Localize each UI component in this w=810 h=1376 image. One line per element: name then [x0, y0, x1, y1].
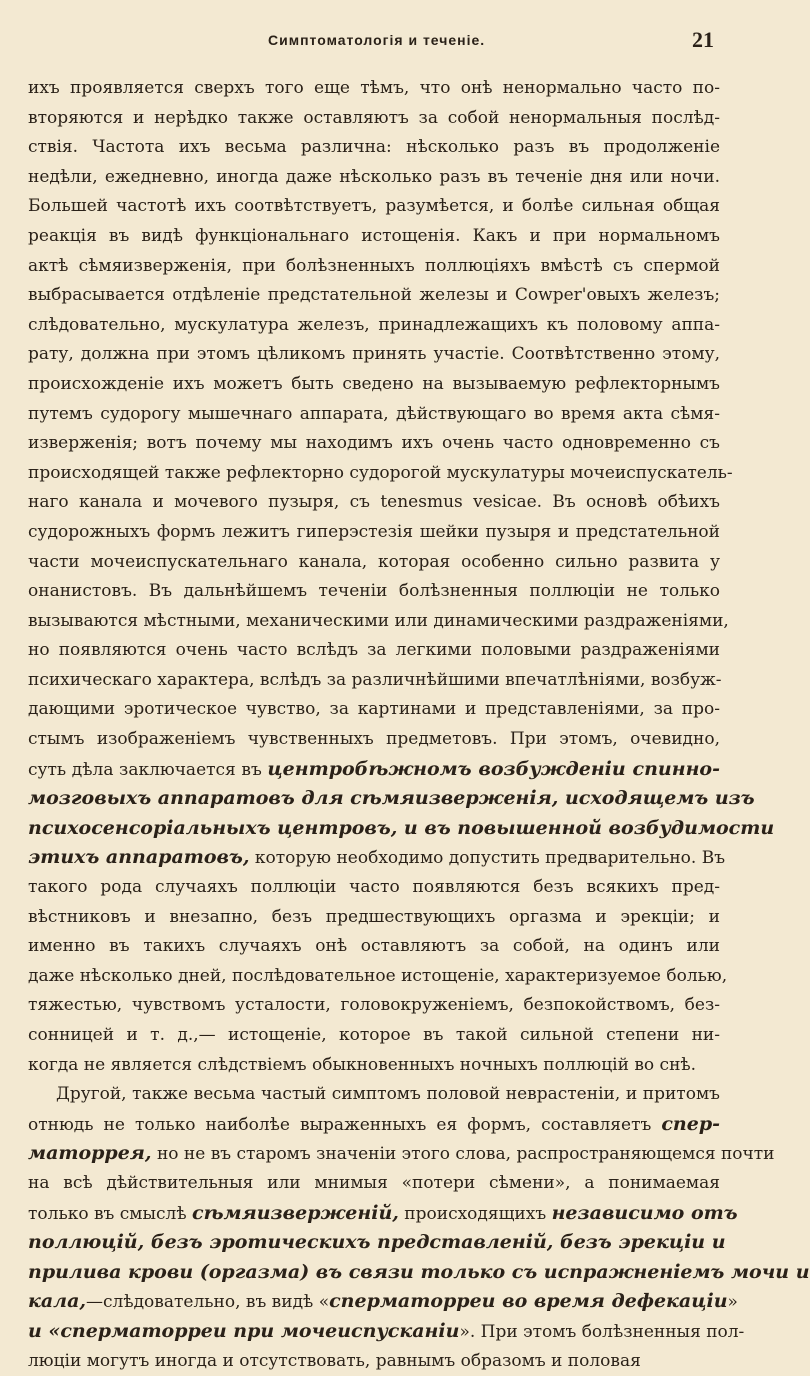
text-line: [28, 962, 728, 992]
text-run: вѣстниковъ и внезапно, безъ предшествующихъ оргазма и эрекціи; и: [28, 906, 720, 927]
text-line: [28, 311, 720, 341]
text-run: путемъ судорогу мышечнаго аппарата, дѣйствующаго во время акта сѣмя-: [28, 403, 720, 424]
text-line: [28, 281, 720, 311]
text-run: но не въ старомъ значеніи этого слова, распространяющемся почти: [151, 1144, 775, 1165]
text-run: части мочеиспускательнаго канала, которая особенно сильно развита у: [28, 551, 720, 572]
text-run: недѣли, ежедневно, иногда даже нѣсколько разъ въ теченіе дня или ночи.: [28, 166, 720, 187]
text-line: [28, 370, 720, 400]
text-run: ихъ проявляется сверхъ того еще тѣмъ, что онѣ ненормально часто по-: [28, 78, 720, 98]
text-run: судорожныхъ формъ лежитъ гиперэстезія шейки пузыря и предстательной: [28, 521, 720, 542]
text-run: но появляются очень часто вслѣдъ за легкими половыми раздраженіями: [28, 640, 720, 661]
text-line: [28, 991, 720, 1021]
text-line: [28, 695, 720, 725]
text-run: такого рода случаяхъ поллюціи часто появляются безъ всякихъ пред-: [28, 877, 720, 898]
italic-emphasis: и «: [28, 1319, 61, 1342]
italic-emphasis: маторрея,: [28, 1142, 152, 1165]
text-run: на всѣ дѣйствительныя или мнимыя «потери сѣмени», а понимаемая: [28, 1172, 720, 1193]
italic-emphasis: поллюцій, безъ эротическихъ представленій, безъ эрекціи и: [28, 1231, 726, 1254]
italic-emphasis: кала,: [28, 1290, 87, 1313]
text-line: [28, 755, 720, 785]
text-line: [28, 1199, 738, 1229]
text-line: [28, 1228, 726, 1258]
italic-emphasis: независимо отъ: [551, 1201, 738, 1224]
text-line: [28, 488, 720, 518]
text-run: вызываются мѣстными, механическими или динамическими раздраженіями,: [28, 610, 729, 631]
italic-emphasis: сперматорреи при мочеиспусканіи: [60, 1319, 460, 1342]
text-line: [28, 903, 720, 933]
text-line: [28, 340, 720, 370]
text-line: [28, 518, 720, 548]
text-line: [28, 429, 720, 459]
text-run: вторяются и нерѣдко также оставляютъ за собой ненормальныя послѣд-: [28, 107, 720, 128]
text-run: изверженія; вотъ почему мы находимъ ихъ очень часто одновременно съ: [28, 433, 720, 454]
italic-emphasis: этихъ аппаратовъ,: [28, 846, 250, 869]
text-run: слѣдовательно, мускулатура железъ, принадлежащихъ къ половому аппа-: [28, 314, 720, 335]
text-run: даже нѣсколько дней, послѣдовательное истощеніе, характеризуемое болью,: [28, 965, 728, 986]
text-line: [28, 74, 720, 104]
italic-emphasis: сперматорреи во время дефекаціи: [329, 1290, 728, 1313]
italic-emphasis: прилива крови (оргазма) въ связи только съ испражненіемъ мочи и: [28, 1260, 810, 1283]
text-run: люціи могутъ иногда и отсутствовать, равнымъ образомъ и половая: [28, 1350, 641, 1371]
text-run: онанистовъ. Въ дальнѣйшемъ теченіи болѣзненныя поллюціи не только: [28, 581, 720, 602]
text-line: [28, 1139, 775, 1169]
text-run: происходящей также рефлекторно судорогой мускулатуры мочеиспускатель-: [28, 462, 733, 483]
text-line: [28, 1110, 720, 1140]
text-line: [28, 843, 726, 873]
text-run: Другой, также весьма частый симптомъ половой неврастеніи, и притомъ: [56, 1084, 720, 1105]
text-run: дающими эротическое чувство, за картинами и представленіями, за про-: [28, 699, 720, 720]
text-line: [28, 607, 729, 637]
text-run: ствія. Частота ихъ весьма различна: нѣсколько разъ въ продолженіе: [28, 137, 720, 158]
text-line: [28, 133, 720, 163]
text-line: [28, 814, 775, 844]
text-line: [28, 1258, 810, 1288]
text-line: [28, 577, 720, 607]
text-line: [28, 1347, 720, 1376]
text-run: тяжестью, чувствомъ усталости, головокруженіемъ, безпокойствомъ, без-: [28, 995, 720, 1016]
text-run: реакція въ видѣ функціональнаго истощенія. Какъ и при нормальномъ: [28, 225, 720, 246]
page-header: [0, 27, 760, 54]
italic-emphasis: спер-: [661, 1112, 720, 1135]
text-line: [28, 1287, 738, 1317]
text-line: [28, 163, 720, 193]
italic-emphasis: психосенсоріальныхъ центровъ, и въ повышенной возбудимости: [28, 816, 775, 839]
italic-emphasis: мозговыхъ аппаратовъ для сѣмяизверженія, исходящемъ изъ: [28, 787, 755, 810]
text-line: [28, 252, 720, 282]
text-run: актѣ сѣмяизверженія, при болѣзненныхъ поллюціяхъ вмѣстѣ съ спермой: [28, 255, 720, 276]
text-run: »: [727, 1292, 738, 1313]
text-run: наго канала и мочевого пузыря, съ tenesmus vesicae. Въ основѣ обѣихъ: [28, 492, 720, 513]
text-run: происходящихъ: [398, 1203, 552, 1224]
text-run: сонницей и т. д.,— истощеніе, которое въ такой сильной степени ни-: [28, 1025, 720, 1045]
text-run: психическаго характера, вслѣдъ за различнѣйшими впечатлѣніями, возбуж-: [28, 669, 722, 690]
italic-emphasis: центробѣжномъ возбужденіи спинно-: [267, 757, 720, 780]
text-line: [28, 104, 720, 134]
page-number: 21: [692, 27, 714, 52]
text-run: именно въ такихъ случаяхъ онѣ оставляютъ за собой, на одинъ или: [28, 936, 720, 957]
text-run: Большей частотѣ ихъ соотвѣтствуетъ, разумѣется, и болѣе сильная общая: [28, 196, 720, 217]
text-run: рату, должна при этомъ цѣликомъ принять участіе. Соотвѣтственно этому,: [28, 344, 720, 365]
text-line: [28, 459, 733, 489]
text-line: [28, 400, 720, 430]
text-line: [28, 873, 720, 903]
text-run: только въ смыслѣ: [28, 1203, 192, 1224]
body-text: [28, 74, 810, 1376]
text-run: ». При этомъ болѣзненныя пол-: [459, 1321, 745, 1342]
text-run: стымъ изображеніемъ чувственныхъ предметовъ. При этомъ, очевидно,: [28, 729, 720, 750]
text-run: выбрасывается отдѣленіе предстательной железы и Cowper'овыхъ железъ;: [28, 285, 720, 306]
italic-emphasis: сѣмяизверженій,: [192, 1201, 399, 1224]
text-run: происхожденіе ихъ можетъ быть сведено на вызываемую рефлекторнымъ: [28, 373, 720, 394]
text-line: [28, 1317, 745, 1347]
text-line: [28, 666, 720, 696]
text-run: суть дѣла заключается въ: [28, 759, 268, 780]
text-line: [28, 932, 720, 962]
text-run: когда не является слѣдствіемъ обыкновенныхъ ночныхъ поллюцій во снѣ.: [28, 1054, 697, 1075]
text-line: [28, 1051, 720, 1081]
text-line: [28, 548, 720, 578]
text-line: [28, 1021, 720, 1051]
text-line: [28, 784, 755, 814]
text-line: [28, 222, 720, 252]
text-line: [28, 725, 720, 755]
text-line: [28, 636, 720, 666]
text-run: —слѣдовательно, въ видѣ «: [86, 1292, 330, 1313]
text-run: отнюдь не только наиболѣе выраженныхъ ея формъ, составляетъ: [28, 1114, 662, 1135]
text-line: [28, 1169, 720, 1199]
text-line: [28, 192, 720, 222]
text-run: которую необходимо допустить предварительно. Въ: [249, 848, 726, 869]
running-title: Симптоматологія и теченіе.: [268, 32, 486, 48]
text-line: [28, 1080, 720, 1110]
